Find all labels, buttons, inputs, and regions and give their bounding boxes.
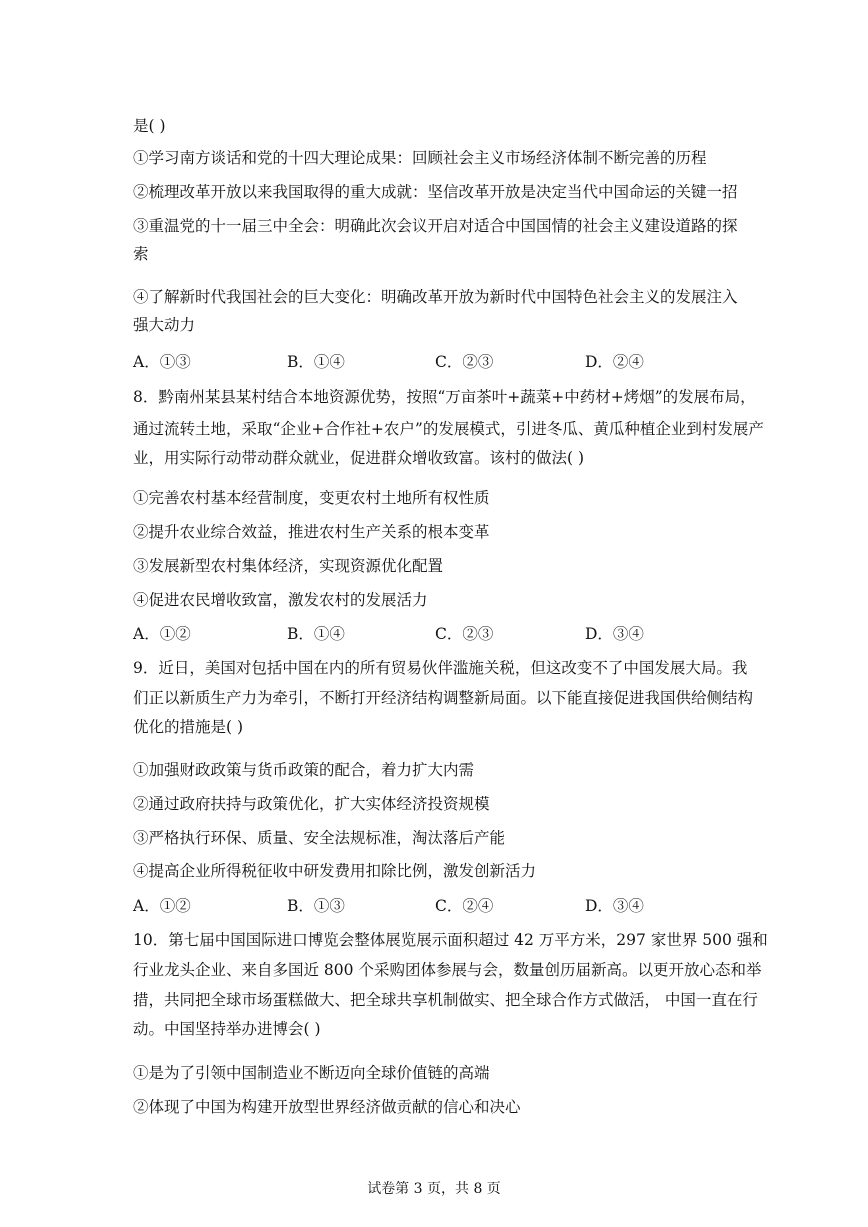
q7-options (133, 352, 743, 372)
q9-stem-line-2: 们正以新质生产力为牵引，不断打开经济结构调整新局面。以下能直接促进我国供给侧结构 (133, 689, 754, 707)
q7-statement-2: ②梳理改革开放以来我国取得的重大成就：坚信改革开放是决定当代中国命运的关键一招 (133, 183, 738, 201)
q8-statement-1: ①完善农村基本经营制度，变更农村土地所有权性质 (133, 489, 490, 507)
q8-option-b[interactable]: B．①④ (287, 625, 345, 643)
q9-option-b[interactable]: B．①③ (287, 897, 345, 915)
q8-stem-line-3: 业，用实际行动带动群众就业，促进群众增收致富。该村的做法( ) (133, 449, 585, 467)
q10-stem-line-1: 10．第七届中国国际进口博览会整体展览展示面积超过 42 万平方米，297 家世界 500 强和 (133, 931, 768, 949)
q7-statement-4: ④了解新时代我国社会的巨大变化：明确改革开放为新时代中国特色社会主义的发展注入 (133, 288, 738, 306)
q9-options (133, 896, 743, 916)
q10-stem-line-2: 行业龙头企业、来自多国近 800 个采购团体参展与会，数量创历届新高。以更开放心态和举 (133, 961, 762, 979)
q9-statement-2: ②通过政府扶持与政策优化，扩大实体经济投资规模 (133, 795, 490, 813)
q8-option-a[interactable]: A．①② (133, 625, 191, 643)
q10-stem-line-3: 措，共同把全球市场蛋糕做大、把全球共享机制做实、把全球合作方式做活， 中国一直在行 (133, 991, 758, 1009)
q10-statement-2: ②体现了中国为构建开放型世界经济做贡献的信心和决心 (133, 1098, 521, 1116)
q7-option-d[interactable]: D．②④ (585, 353, 644, 371)
q8-options (133, 624, 743, 644)
q7-statement-3-cont: 索 (133, 245, 149, 263)
q7-stem-tail: 是( ) (133, 117, 166, 135)
q10-statement-1: ①是为了引领中国制造业不断迈向全球价值链的高端 (133, 1064, 490, 1082)
q7-statement-3: ③重温党的十一届三中全会：明确此次会议开启对适合中国国情的社会主义建设道路的探 (133, 217, 738, 235)
q8-option-c[interactable]: C．②③ (435, 625, 494, 643)
q9-stem-line-3: 优化的措施是( ) (133, 718, 244, 736)
q7-option-c[interactable]: C．②③ (435, 353, 494, 371)
q8-option-d[interactable]: D．③④ (585, 625, 644, 643)
q8-stem-line-2: 通过流转土地，采取“企业+合作社+农户”的发展模式，引进冬瓜、黄瓜种植企业到村发展产 (133, 420, 764, 438)
q9-option-a[interactable]: A．①② (133, 897, 191, 915)
q7-statement-4-cont: 强大动力 (133, 316, 196, 334)
q9-option-d[interactable]: D．③④ (585, 897, 644, 915)
q9-option-c[interactable]: C．②④ (435, 897, 494, 915)
q8-statement-2: ②提升农业综合效益，推进农村生产关系的根本变革 (133, 523, 490, 541)
q9-statement-3: ③严格执行环保、质量、安全法规标准，淘汰落后产能 (133, 829, 506, 847)
q9-statement-4: ④提高企业所得税征收中研发费用扣除比例，激发创新活力 (133, 862, 537, 880)
q7-option-a[interactable]: A．①③ (133, 353, 191, 371)
q7-option-b[interactable]: B．①④ (287, 353, 345, 371)
q7-statement-1: ①学习南方谈话和党的十四大理论成果：回顾社会主义市场经济体制不断完善的历程 (133, 149, 707, 167)
q9-stem-line-1: 9．近日，美国对包括中国在内的所有贸易伙伴滥施关税，但这改变不了中国发展大局。我 (133, 659, 748, 677)
q10-stem-line-4: 动。中国坚持举办进博会( ) (133, 1020, 321, 1038)
q8-stem-line-1: 8．黔南州某县某村结合本地资源优势，按照“万亩茶叶+蔬菜+中药材+烤烟”的发展布局， (133, 388, 756, 406)
q9-statement-1: ①加强财政政策与货币政策的配合，着力扩大内需 (133, 761, 475, 779)
page-footer: 试卷第 3 页，共 8 页 (367, 1181, 501, 1197)
q8-statement-4: ④促进农民增收致富，激发农村的发展活力 (133, 591, 428, 609)
q8-statement-3: ③发展新型农村集体经济，实现资源优化配置 (133, 557, 444, 575)
